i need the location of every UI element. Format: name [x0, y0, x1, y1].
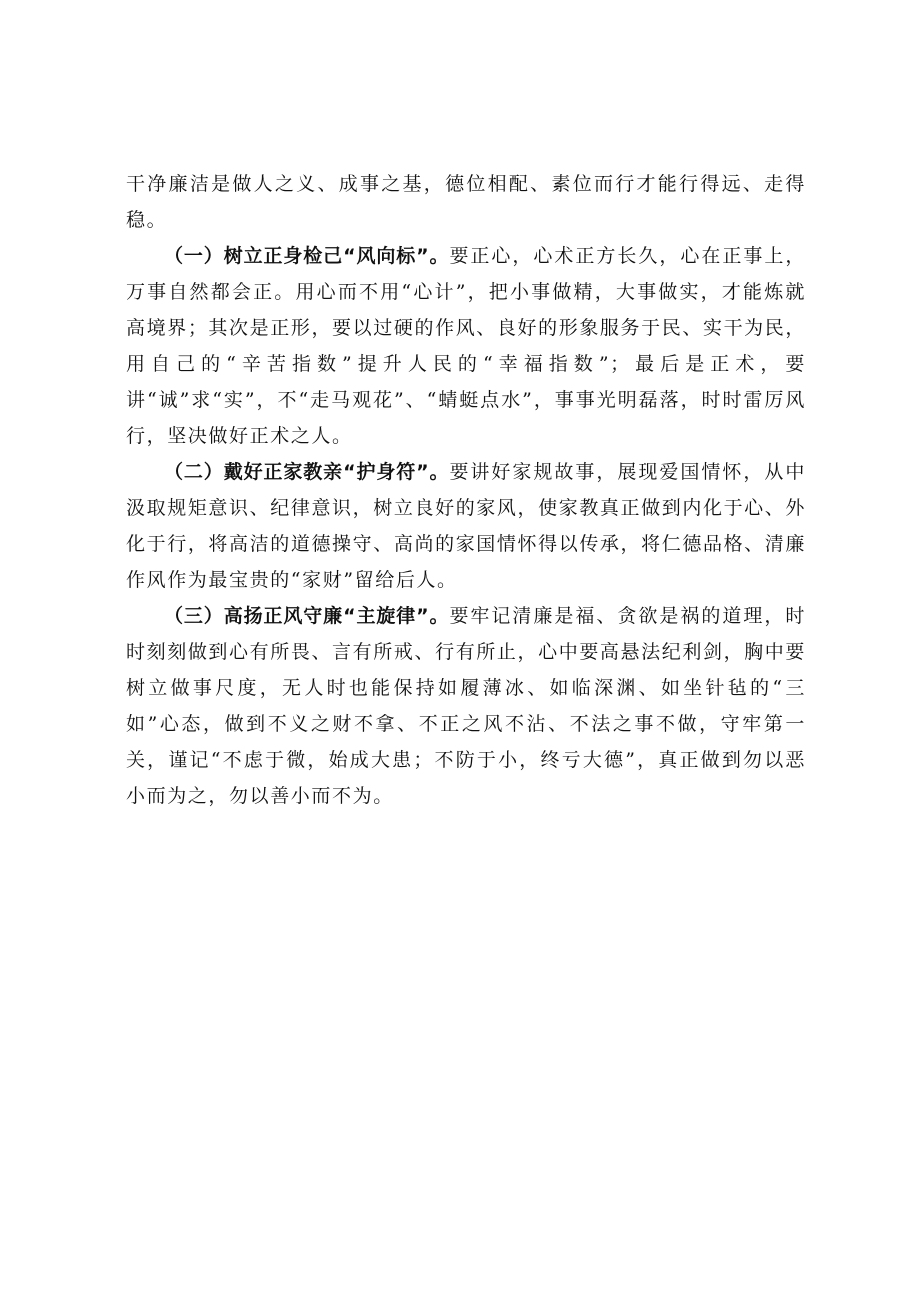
section-two-heading: （二）戴好正家教亲“护身符”。 [164, 461, 450, 483]
section-two-paragraph [126, 454, 806, 598]
section-two-body: 要讲好家规故事，展现爱国情怀，从中汲取规矩意识、纪律意识，树立良好的家风，使家教真正做到内化于心、外化于行，将高洁的道德操守、高尚的家国情怀得以传承，将仁德品格、清廉作风作为最宝贵的“家财”留给后人。 [126, 461, 806, 591]
section-three-paragraph [126, 598, 806, 814]
intro-paragraph [126, 166, 806, 238]
section-three-body: 要牢记清廉是福、贪欲是祸的道理，时时刻刻做到心有所畏、言有所戒、行有所止，心中要高悬法纪利剑，胸中要树立做事尺度，无人时也能保持如履薄冰、如临深渊、如坐针毡的“三如”心态，做到不义之财不拿、不正之风不沾、不法之事不做，守牢第一关，谨记“不虑于微，始成大患；不防于小，终亏大德”，真正做到勿以恶小而为之，勿以善小而不为。 [126, 605, 806, 807]
intro-paragraph-text: 干净廉洁是做人之义、成事之基，德位相配、素位而行才能行得远、走得稳。 [126, 173, 806, 231]
document-body [126, 166, 806, 814]
section-one-paragraph [126, 238, 806, 454]
section-three-heading: （三）高扬正风守廉“主旋律”。 [164, 605, 450, 627]
section-one-heading: （一）树立正身检己“风向标”。 [164, 245, 450, 267]
section-one-body: 要正心，心术正方长久，心在正事上，万事自然都会正。用心而不用“心计”，把小事做精，大事做实，才能炼就高境界；其次是正形，要以过硬的作风、良好的形象服务于民、实干为民，用自己的“辛苦指数”提升人民的“幸福指数”；最后是正术，要讲“诚”求“实”，不“走马观花”、“蜻蜓点水”，事事光明磊落，时时雷厉风行，坚决做好正术之人。 [126, 245, 806, 447]
